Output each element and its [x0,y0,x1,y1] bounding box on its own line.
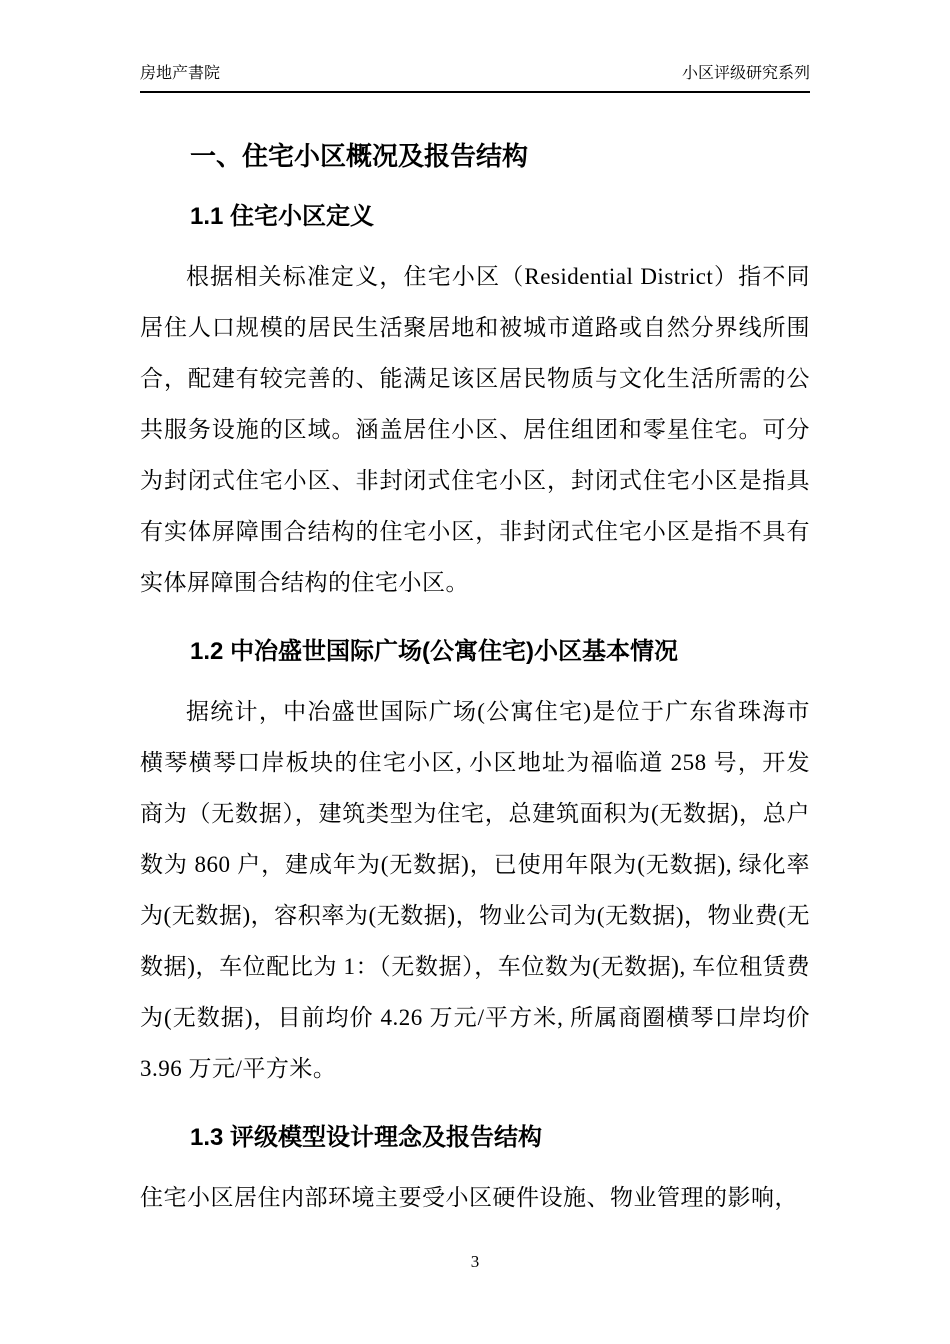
document-header [140,0,810,93]
paragraph-basic-info: 据统计，中冶盛世国际广场(公寓住宅)是位于广东省珠海市横琴横琴口岸板块的住宅小区, 小区地址为福临道 258 号，开发商为（无数据），建筑类型为住宅，总建筑面积为(无数据)，总户数为 860 户，建成年为(无数据)，已使用年限为(无数据), 绿化率为(无数据)，容积率为(无数据)，物业公司为(无数据)，物业费(无数据)，车位配比为 1：（无数据），车位数为(无数据), 车位租赁费为(无数据)，目前均价 4.26 万元/平方米, 所属商圈横琴口岸均价 3.96 万元/平方米。 [140,699,810,1081]
section-heading-1-1: 1.1 住宅小区定义 [190,203,375,230]
paragraph-model-design: 住宅小区居住内部环境主要受小区硬件设施、物业管理的影响， [140,1185,798,1210]
chapter-title: 一、住宅小区概况及报告结构 [190,141,529,171]
section-heading-1-2: 1.2 中冶盛世国际广场(公寓住宅)小区基本情况 [190,638,679,665]
paragraph-definition: 根据相关标准定义，住宅小区（Residential District）指不同居住人口规模的居民生活聚居地和被城市道路或自然分界线所围合，配建有较完善的、能满足该区居民物质与文化生活所需的公共服务设施的区域。涵盖居住小区、居住组团和零星住宅。可分为封闭式住宅小区、非封闭式住宅小区，封闭式住宅小区是指具有实体屏障围合结构的住宅小区，非封闭式住宅小区是指不具有实体屏障围合结构的住宅小区。 [140,264,810,595]
header-right-text: 小区评级研究系列 [681,65,810,82]
document-body [140,139,810,1223]
page-number: 3 [470,1252,480,1271]
document-footer [0,1252,950,1272]
header-left-text: 房地产書院 [140,65,221,82]
section-heading-1-3: 1.3 评级模型设计理念及报告结构 [190,1124,543,1151]
